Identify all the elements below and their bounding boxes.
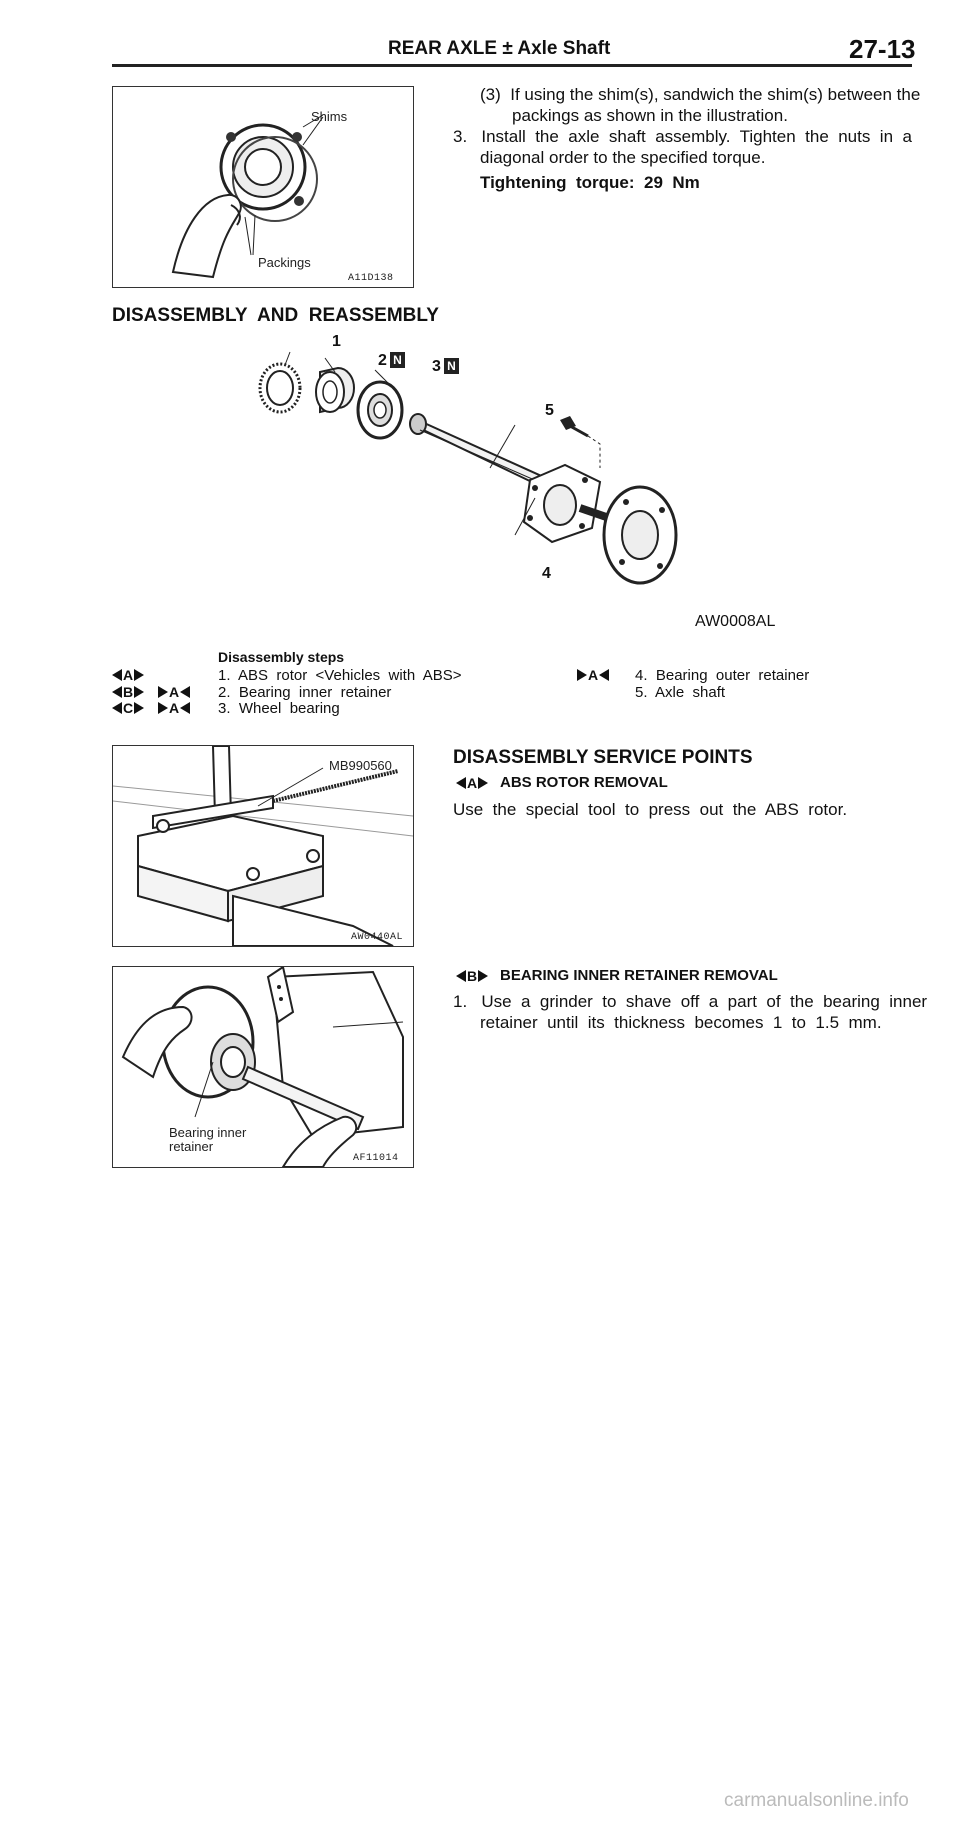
axle-shaft-illustration [230,330,790,630]
marker-a-label: A [123,667,134,683]
tightening-torque: Tightening torque: 29 Nm [480,173,700,192]
shims-label: Shims [311,109,348,124]
header-rule [112,64,912,67]
step-5: 5. Axle shaft [635,684,726,701]
section-title: DISASSEMBLY AND REASSEMBLY [112,305,439,326]
step3-sub-text: (3) If using the shim(s), sandwich the shim(s) between the [480,85,921,104]
steps-heading: Disassembly steps [218,649,345,665]
marker-b-label: B [123,684,134,700]
figure-shims-packings [112,86,414,288]
abs-rotor-removal-title: ABS ROTOR REMOVAL [500,774,668,791]
figure-abs-rotor-removal [112,745,414,947]
diagram-code: AW0008AL [695,613,776,630]
marker-a-install-3-label: A [169,700,180,716]
bearing-inner-label-line2: retainer [169,1139,214,1154]
part-2-new-badge: N [390,352,405,368]
grinder-illustration [113,967,413,1167]
marker-a [112,667,144,683]
exploded-diagram [230,330,790,630]
watermark: carmanualsonline.info [724,1790,909,1811]
part-number-5: 5 [545,402,554,419]
packings-label: Packings [258,255,311,270]
step-3: 3. Wheel bearing [218,700,340,717]
part-number-1: 1 [332,333,341,350]
press-tool-illustration [113,746,413,946]
step-2: 2. Bearing inner retainer [218,684,392,701]
grinding-step-1: 1. Use a grinder to shave off a part of the bearing inner [453,992,928,1011]
abs-rotor-removal-text: Use the special tool to press out the ABS rotor. [453,800,848,819]
figure-code: AW0440AL [351,932,404,943]
part-number-3: 3 [432,358,441,375]
part-number-4: 4 [542,565,551,582]
marker-a-install-2-label: A [169,684,180,700]
step3-text-cont: diagonal order to the specified torque. [480,148,766,167]
marker-a-install-3 [158,700,190,716]
service-points-heading: DISASSEMBLY SERVICE POINTS [453,747,753,768]
part-number-2: 2 [378,352,387,369]
bearing-inner-label-line1: Bearing inner [169,1125,247,1140]
marker-b [112,684,144,700]
part-3-new-badge: N [444,358,459,374]
service-marker-b-label: B [467,968,478,984]
figure-code: AF11014 [353,1153,399,1164]
marker-a-install-4-label: A [588,667,599,683]
step-1: 1. ABS rotor <Vehicles with ABS> [218,667,462,684]
grinding-step-1-cont: retainer until its thickness becomes 1 to 1.5 mm. [480,1013,882,1032]
marker-c-label: C [123,700,134,716]
page-header-title: REAR AXLE ± Axle Shaft [388,38,611,59]
service-marker-a-label: A [467,775,478,791]
service-marker-b [456,968,488,984]
marker-a-install-2 [158,684,190,700]
step-4: 4. Bearing outer retainer [635,667,810,684]
figure-bearing-retainer-grinding [112,966,414,1168]
bearing-inner-retainer-removal-title: BEARING INNER RETAINER REMOVAL [500,967,778,984]
page-number: 27-13 [849,34,916,64]
step3-sub-text-cont: packings as shown in the illustration. [512,106,788,125]
figure-code: A11D138 [348,273,394,284]
service-marker-a [456,775,488,791]
special-tool-label: MB990560 [329,758,392,773]
marker-c [112,700,144,716]
marker-a-install-4 [577,667,609,683]
step3-text: 3. Install the axle shaft assembly. Tighten the nuts in a [453,127,912,146]
